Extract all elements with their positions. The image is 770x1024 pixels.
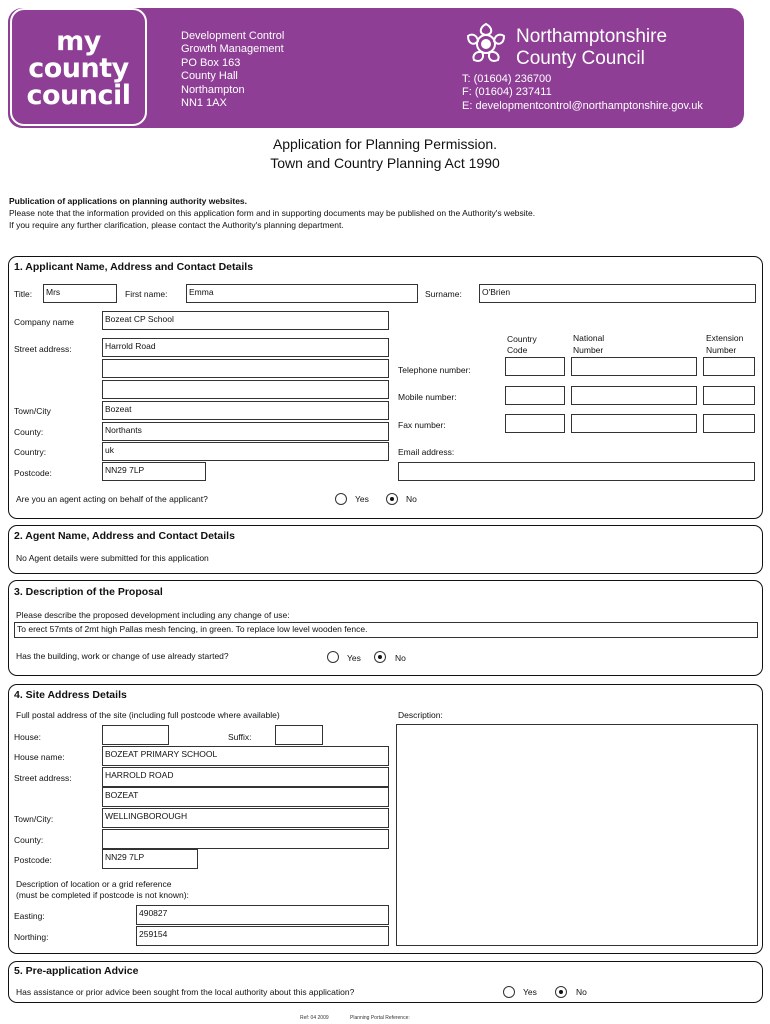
telephone-extension[interactable]	[703, 357, 755, 376]
address-line: County Hall	[181, 70, 238, 83]
national-number-header: Number	[573, 345, 604, 355]
started-no-radio[interactable]	[374, 651, 386, 663]
contact-details	[462, 73, 703, 113]
section-title: 1. Applicant Name, Address and Contact Details	[14, 261, 254, 273]
proposal-prompt: Please describe the proposed development including any change of use:	[16, 610, 290, 620]
northing-field[interactable]: 259154	[136, 926, 389, 946]
company-label: Company name	[14, 317, 75, 327]
county-label: County:	[14, 427, 44, 437]
logo-line: my	[56, 26, 101, 57]
national-number-header: National	[573, 333, 605, 343]
company-field[interactable]: Bozeat CP School	[102, 311, 389, 330]
site-postcode-label: Postcode:	[14, 855, 52, 865]
address-line: PO Box 163	[181, 56, 241, 69]
section-title: 4. Site Address Details	[14, 689, 127, 701]
town-field[interactable]: Bozeat	[102, 401, 389, 420]
site-county-field[interactable]	[102, 829, 389, 849]
site-town-field[interactable]: WELLINGBOROUGH	[102, 808, 389, 828]
extension-header: Number	[706, 345, 737, 355]
title-label: Title:	[14, 289, 33, 299]
agent-no-label: No	[406, 494, 417, 504]
site-description-label: Description:	[398, 710, 443, 720]
logo-line: county	[28, 53, 129, 84]
logo-line: council	[26, 80, 131, 111]
section-title: 5. Pre-application Advice	[14, 965, 139, 977]
easting-label: Easting:	[14, 911, 45, 921]
site-postcode-field[interactable]: NN29 7LP	[102, 849, 198, 869]
page-subtitle: Town and Country Planning Act 1990	[270, 155, 500, 171]
started-no-label: No	[395, 653, 406, 663]
suffix-field[interactable]	[275, 725, 323, 745]
section-title: 2. Agent Name, Address and Contact Details	[14, 530, 235, 542]
form-reference: Ref: 04 2009	[300, 1015, 329, 1021]
address-line: NN1 1AX	[181, 97, 227, 110]
address-line: Growth Management	[181, 43, 284, 56]
org-name-line: Northamptonshire	[516, 26, 668, 47]
site-street-label: Street address:	[14, 773, 72, 783]
mobile-extension[interactable]	[703, 386, 755, 405]
northing-label: Northing:	[14, 932, 49, 942]
surname-label: Surname:	[425, 289, 462, 299]
grid-note: Description of location or a grid reference	[16, 879, 172, 889]
page-title: Application for Planning Permission.	[272, 136, 498, 152]
started-yes-label: Yes	[347, 653, 361, 663]
telephone-country-code[interactable]	[505, 357, 565, 376]
publication-heading: Publication of applications on planning authority websites.	[9, 196, 248, 206]
address-line: Development Control	[181, 30, 285, 42]
email-label: Email address:	[398, 447, 455, 457]
street-field-2[interactable]	[102, 359, 389, 378]
fax: F: (01604) 237411	[462, 86, 552, 99]
publication-note: If you require any further clarification, please contact the Authority's planning department.	[9, 220, 344, 230]
advice-no-label: No	[576, 987, 587, 997]
site-street-field-1[interactable]: HARROLD ROAD	[102, 767, 389, 787]
country-field[interactable]: uk	[102, 442, 389, 461]
fax-extension[interactable]	[703, 414, 755, 433]
section-title: 3. Description of the Proposal	[14, 586, 163, 598]
postcode-label: Postcode:	[14, 468, 52, 478]
surname-field[interactable]: O'Brien	[479, 284, 756, 303]
email-field[interactable]	[398, 462, 755, 481]
easting-field[interactable]: 490827	[136, 905, 389, 925]
first-name-label: First name:	[125, 289, 168, 299]
started-yes-radio[interactable]	[327, 651, 339, 663]
mobile-country-code[interactable]	[505, 386, 565, 405]
advice-yes-radio[interactable]	[503, 986, 515, 998]
email: E: developmentcontrol@northamptonshire.gov.uk	[462, 99, 703, 112]
town-label: Town/City	[14, 406, 51, 416]
street-field-3[interactable]	[102, 380, 389, 399]
extension-header: Extension	[706, 333, 744, 343]
fax-label: Fax number:	[398, 420, 446, 430]
suffix-label: Suffix:	[228, 732, 252, 742]
agent-note: No Agent details were submitted for this application	[16, 553, 209, 563]
house-label: House:	[14, 732, 41, 742]
site-address-intro: Full postal address of the site (including full postcode where available)	[16, 710, 280, 720]
started-question: Has the building, work or change of use already started?	[16, 651, 229, 661]
agent-yes-label: Yes	[355, 494, 369, 504]
agent-no-radio[interactable]	[386, 493, 398, 505]
advice-question: Has assistance or prior advice been sought from the local authority about this application?	[16, 987, 355, 997]
mobile-label: Mobile number:	[398, 392, 457, 402]
site-description-field[interactable]	[396, 724, 758, 946]
proposal-description-field[interactable]: To erect 57mts of 2mt high Pallas mesh fencing, in green. To replace low level wooden fence.	[14, 622, 758, 638]
street-label: Street address:	[14, 344, 72, 354]
site-street-field-2[interactable]: BOZEAT	[102, 787, 389, 807]
postal-address	[181, 30, 284, 110]
rose-emblem-icon	[460, 20, 512, 68]
org-name-line: County Council	[516, 48, 645, 69]
advice-yes-label: Yes	[523, 987, 537, 997]
first-name-field[interactable]: Emma	[186, 284, 418, 303]
address-line: Northampton	[181, 83, 245, 96]
telephone-label: Telephone number:	[398, 365, 471, 375]
country-label: Country:	[14, 447, 47, 457]
county-field[interactable]: Northants	[102, 422, 389, 441]
fax-number[interactable]	[571, 414, 697, 433]
mobile-number[interactable]	[571, 386, 697, 405]
country-code-header: Code	[507, 345, 528, 355]
title-field[interactable]: Mrs	[43, 284, 117, 303]
organisation-name	[516, 26, 667, 70]
country-code-header: Country	[507, 334, 537, 344]
grid-note: (must be completed if postcode is not known):	[16, 890, 189, 900]
agent-yes-radio[interactable]	[335, 493, 347, 505]
agent-question: Are you an agent acting on behalf of the applicant?	[16, 494, 208, 504]
planning-portal-reference: Planning Portal Reference:	[350, 1015, 410, 1021]
site-town-label: Town/City:	[14, 814, 54, 824]
street-field-1[interactable]: Harrold Road	[102, 338, 389, 357]
postcode-field[interactable]: NN29 7LP	[102, 462, 206, 481]
phone: T: (01604) 236700	[462, 73, 552, 85]
site-county-label: County:	[14, 835, 44, 845]
house-name-field[interactable]: BOZEAT PRIMARY SCHOOL	[102, 746, 389, 766]
house-name-label: House name:	[14, 752, 65, 762]
telephone-number[interactable]	[571, 357, 697, 376]
advice-no-radio[interactable]	[555, 986, 567, 998]
fax-country-code[interactable]	[505, 414, 565, 433]
my-county-council-logo	[10, 8, 147, 126]
house-field[interactable]	[102, 725, 169, 745]
publication-note: Please note that the information provided on this application form and in supporting documents may be published on the Authority's website.	[9, 208, 536, 218]
